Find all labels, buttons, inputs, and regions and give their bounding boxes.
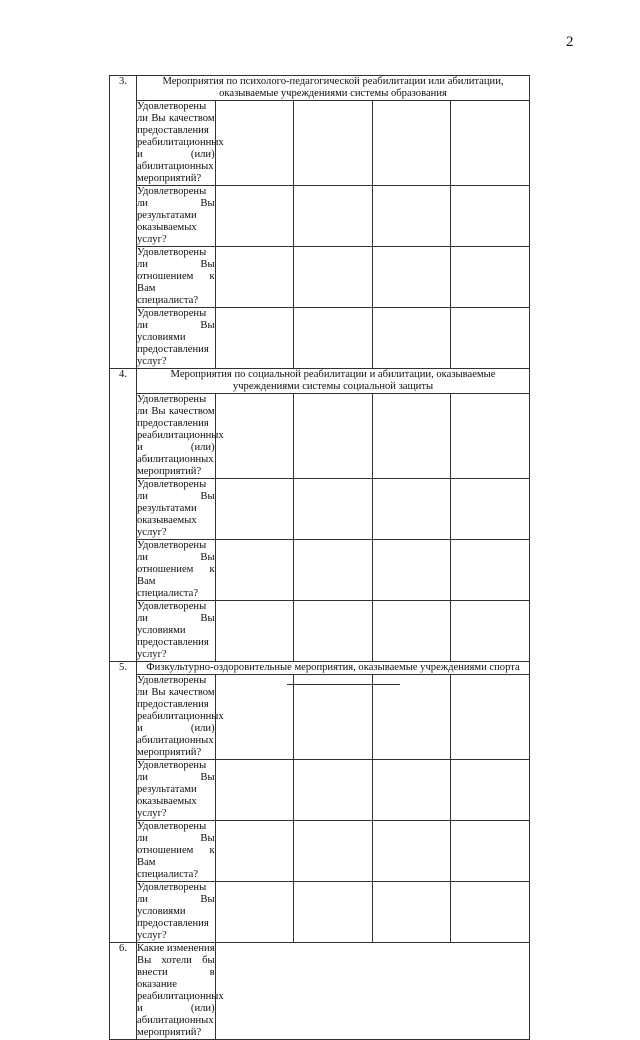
question-row [110,101,530,186]
question-row [110,186,530,247]
question-text: Удовлетворены ли Вы отношением к Вам специалиста? [137,247,215,306]
answer-cell[interactable] [215,394,294,479]
question-row [110,540,530,601]
question-text: Удовлетворены ли Вы условиями предоставления услуг? [137,601,215,660]
section-title: Физкультурно-оздоровительные мероприятия, оказываемые учреждениями спорта [137,662,530,675]
answer-cell[interactable] [215,882,294,943]
question-text: Удовлетворены ли Вы качеством предоставления реабилитационных и (или) абилитационных мероприятий? [137,394,224,477]
question-text: Удовлетворены ли Вы качеством предоставления реабилитационных и (или) абилитационных мероприятий? [137,675,224,758]
answer-cell[interactable] [294,101,373,186]
answer-cell[interactable] [451,186,530,247]
answer-cell[interactable] [451,247,530,308]
answer-cell[interactable] [215,479,294,540]
answer-cell[interactable] [372,540,451,601]
answer-cell[interactable] [451,882,530,943]
question-row [110,479,530,540]
section-header-row [110,369,530,394]
answer-cell[interactable] [294,186,373,247]
question-text: Удовлетворены ли Вы отношением к Вам специалиста? [137,821,215,880]
answer-cell[interactable] [372,675,451,760]
question-row [110,247,530,308]
question-row [110,675,530,760]
answer-cell[interactable] [294,882,373,943]
answer-cell[interactable] [451,101,530,186]
question-row [110,882,530,943]
answer-cell[interactable] [215,308,294,369]
answer-cell[interactable] [215,821,294,882]
answer-cell[interactable] [372,882,451,943]
answer-cell[interactable] [215,601,294,662]
answer-cell[interactable] [372,247,451,308]
question-text: Удовлетворены ли Вы условиями предоставления услуг? [137,308,215,367]
question-text: Удовлетворены ли Вы результатами оказываемых услуг? [137,479,215,538]
answer-cell[interactable] [294,540,373,601]
question-row [110,394,530,479]
answer-cell[interactable] [215,247,294,308]
question-text: Удовлетворены ли Вы отношением к Вам специалиста? [137,540,215,599]
answer-cell[interactable] [372,308,451,369]
answer-cell[interactable] [451,394,530,479]
question-row [110,821,530,882]
section-title: Мероприятия по социальной реабилитации и абилитации, оказываемые учреждениями системы социальной защиты [137,369,530,394]
question-row [110,601,530,662]
answer-cell[interactable] [451,308,530,369]
question-text: Удовлетворены ли Вы результатами оказываемых услуг? [137,760,215,819]
question-row [110,760,530,821]
answer-cell[interactable] [372,394,451,479]
answer-cell[interactable] [372,186,451,247]
answer-cell[interactable] [372,821,451,882]
answer-cell[interactable] [451,540,530,601]
open-question-row [110,943,530,1040]
section-number: 3. [110,76,137,369]
answer-cell[interactable] [294,394,373,479]
closing-divider-line [287,684,400,685]
answer-cell[interactable] [372,601,451,662]
answer-cell[interactable] [294,821,373,882]
answer-cell[interactable] [215,675,294,760]
answer-cell[interactable] [372,101,451,186]
answer-cell[interactable] [372,479,451,540]
open-answer-cell[interactable] [215,943,529,1040]
answer-cell[interactable] [451,760,530,821]
question-text: Удовлетворены ли Вы качеством предоставления реабилитационных и (или) абилитационных мероприятий? [137,101,224,184]
answer-cell[interactable] [294,247,373,308]
page-number: 2 [566,34,574,50]
answer-cell[interactable] [215,186,294,247]
answer-cell[interactable] [294,675,373,760]
section-number: 6. [110,943,137,1040]
section-title: Мероприятия по психолого-педагогической реабилитации или абилитации, оказываемые учреждениями системы образования [137,76,530,101]
question-row [110,308,530,369]
question-text: Удовлетворены ли Вы результатами оказываемых услуг? [137,186,215,245]
answer-cell[interactable] [215,760,294,821]
answer-cell[interactable] [451,821,530,882]
answer-cell[interactable] [215,101,294,186]
section-header-row [110,76,530,101]
answer-cell[interactable] [294,760,373,821]
section-number: 4. [110,369,137,662]
question-text: Удовлетворены ли Вы условиями предоставления услуг? [137,882,215,941]
answer-cell[interactable] [294,601,373,662]
section-header-row [110,662,530,675]
answer-cell[interactable] [451,479,530,540]
question-text: Какие изменения Вы хотели бы внести в оказание реабилитационных и (или) абилитационных мероприятий? [137,943,224,1038]
survey-table [109,75,530,1040]
answer-cell[interactable] [372,760,451,821]
answer-cell[interactable] [215,540,294,601]
answer-cell[interactable] [294,308,373,369]
answer-cell[interactable] [451,675,530,760]
answer-cell[interactable] [294,479,373,540]
answer-cell[interactable] [451,601,530,662]
section-number: 5. [110,662,137,943]
